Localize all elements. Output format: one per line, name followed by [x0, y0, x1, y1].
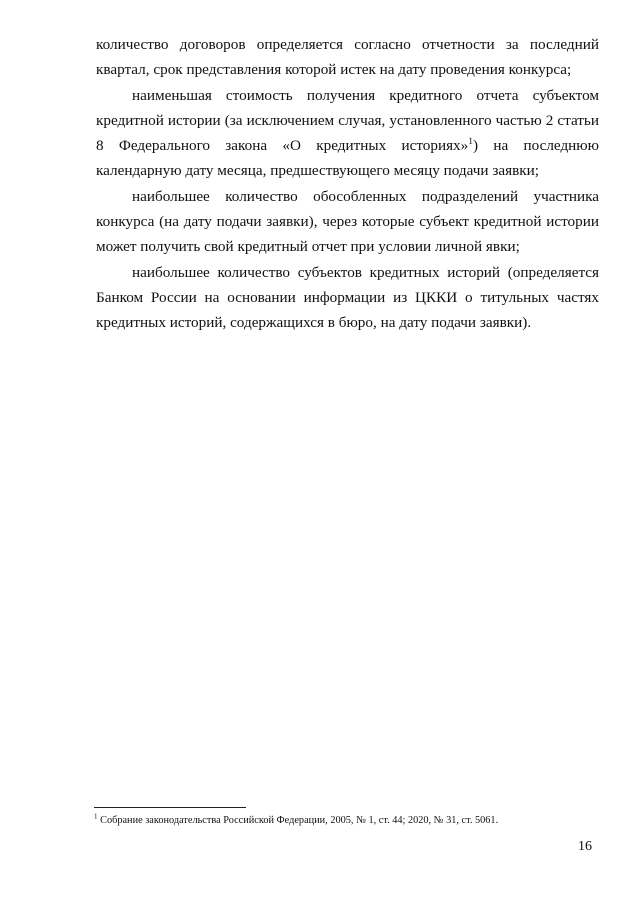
footnote-divider [94, 807, 246, 808]
paragraph-subject-count: наибольшее количество субъектов кредитных историй (определяется Банком России на основании информации из ЦККИ о титульных частях кредитных историй, содержащихся в бюро, на дату подачи заявки). [96, 263, 599, 332]
footnote-mark: 1 [94, 812, 98, 821]
paragraph-lowest-cost-text-end: ) на последнюю календарную дату месяца, предшествующего месяцу подачи заявки; [96, 137, 599, 180]
main-text [96, 32, 599, 336]
paragraph-lowest-cost-text-start: наименьшая стоимость получения кредитного отчета субъектом кредитной истории (за исключением случая, установленного частью 2 статьи 8 Федерального закона «О кредитных историях» [96, 86, 599, 155]
footnote [94, 814, 614, 828]
paragraph-contract-count: количество договоров определяется согласно отчетности за последний квартал, срок представления которой истек на дату проведения конкурса; [96, 36, 599, 79]
footnote-reference: 1 [468, 137, 473, 148]
footnote-text: Собрание законодательства Российской Федерации, 2005, № 1, ст. 44; 2020, № 31, ст. 5061. [100, 815, 499, 826]
paragraph-branch-count: наибольшее количество обособленных подразделений участника конкурса (на дату подачи заявки), через которые субъект кредитной истории может получить свой кредитный отчет при условии личной явки; [96, 187, 599, 256]
page-number: 16 [578, 839, 592, 854]
paragraph-lowest-cost [96, 83, 599, 184]
